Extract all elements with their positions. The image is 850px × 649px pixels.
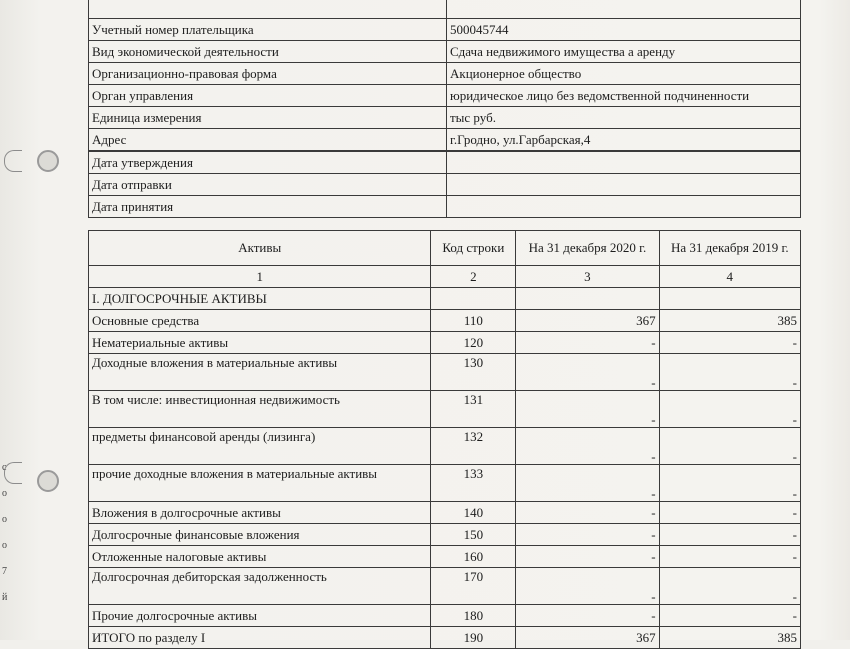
info-value: юридическое лицо без ведомственной подчиненности bbox=[447, 85, 801, 107]
table-row bbox=[89, 152, 801, 174]
date-value bbox=[447, 196, 801, 218]
date-label: Дата утверждения bbox=[89, 152, 447, 174]
row-value-2020: - bbox=[516, 465, 659, 502]
column-number: 3 bbox=[516, 266, 659, 288]
table-row bbox=[89, 524, 801, 546]
margin-mark: й bbox=[2, 592, 8, 603]
table-row bbox=[89, 465, 801, 502]
margin-mark: c bbox=[2, 462, 7, 473]
section-title: I. ДОЛГОСРОЧНЫЕ АКТИВЫ bbox=[89, 288, 431, 310]
header-2019: На 31 декабря 2019 г. bbox=[659, 231, 800, 266]
table-row bbox=[89, 85, 801, 107]
row-code: 133 bbox=[431, 465, 516, 502]
table-row bbox=[89, 568, 801, 605]
row-value-2020: 367 bbox=[516, 310, 659, 332]
column-number-row bbox=[89, 266, 801, 288]
info-value bbox=[447, 0, 801, 19]
row-name: Отложенные налоговые активы bbox=[89, 546, 431, 568]
info-label bbox=[89, 0, 447, 19]
header-2020: На 31 декабря 2020 г. bbox=[516, 231, 659, 266]
table-row bbox=[89, 546, 801, 568]
row-code: 150 bbox=[431, 524, 516, 546]
margin-mark: o bbox=[2, 514, 7, 525]
date-value bbox=[447, 152, 801, 174]
row-value-2019: - bbox=[659, 568, 800, 605]
row-name: В том числе: инвестиционная недвижимость bbox=[89, 391, 431, 428]
row-code: 110 bbox=[431, 310, 516, 332]
row-value-2019: - bbox=[659, 605, 800, 627]
table-row bbox=[89, 310, 801, 332]
table-row bbox=[89, 107, 801, 129]
table-row bbox=[89, 129, 801, 151]
punch-hole-icon bbox=[37, 150, 59, 172]
info-label: Вид экономической деятельности bbox=[89, 41, 447, 63]
info-label: Адрес bbox=[89, 129, 447, 151]
info-value: Акционерное общество bbox=[447, 63, 801, 85]
row-value-2020: - bbox=[516, 332, 659, 354]
row-code: 190 bbox=[431, 627, 516, 649]
assets-table bbox=[88, 230, 801, 649]
row-value-2020: - bbox=[516, 568, 659, 605]
row-code: 170 bbox=[431, 568, 516, 605]
dates-table bbox=[88, 151, 801, 218]
row-name: Прочие долгосрочные активы bbox=[89, 605, 431, 627]
row-value-2019: - bbox=[659, 524, 800, 546]
info-label: Учетный номер плательщика bbox=[89, 19, 447, 41]
row-code: 130 bbox=[431, 354, 516, 391]
date-label: Дата принятия bbox=[89, 196, 447, 218]
header-line-code: Код строки bbox=[431, 231, 516, 266]
margin-marks bbox=[2, 455, 16, 611]
table-row bbox=[89, 391, 801, 428]
row-value-2019: - bbox=[659, 502, 800, 524]
column-number: 1 bbox=[89, 266, 431, 288]
row-name: Основные средства bbox=[89, 310, 431, 332]
info-label: Орган управления bbox=[89, 85, 447, 107]
row-name: предметы финансовой аренды (лизинга) bbox=[89, 428, 431, 465]
date-value bbox=[447, 174, 801, 196]
table-row bbox=[89, 354, 801, 391]
row-value-2019: - bbox=[659, 391, 800, 428]
margin-mark: o bbox=[2, 488, 7, 499]
row-name: Долгосрочные финансовые вложения bbox=[89, 524, 431, 546]
row-value-2020: - bbox=[516, 546, 659, 568]
row-code: 132 bbox=[431, 428, 516, 465]
info-value: Сдача недвижимого имущества а аренду bbox=[447, 41, 801, 63]
info-value: г.Гродно, ул.Гарбарская,4 bbox=[447, 129, 801, 151]
info-label: Единица измерения bbox=[89, 107, 447, 129]
binder-clip-icon bbox=[4, 150, 22, 172]
row-value-2020: - bbox=[516, 524, 659, 546]
table-row bbox=[89, 0, 801, 19]
row-name: ИТОГО по разделу I bbox=[89, 627, 431, 649]
row-name: Нематериальные активы bbox=[89, 332, 431, 354]
row-value-2020: - bbox=[516, 605, 659, 627]
column-number: 2 bbox=[431, 266, 516, 288]
row-code: 131 bbox=[431, 391, 516, 428]
table-row bbox=[89, 174, 801, 196]
row-name: Доходные вложения в материальные активы bbox=[89, 354, 431, 391]
row-code: 140 bbox=[431, 502, 516, 524]
info-value: 500045744 bbox=[447, 19, 801, 41]
section-row bbox=[89, 288, 801, 310]
row-code: 120 bbox=[431, 332, 516, 354]
info-value: тыс руб. bbox=[447, 107, 801, 129]
table-row-total bbox=[89, 627, 801, 649]
table-row bbox=[89, 502, 801, 524]
table-row bbox=[89, 428, 801, 465]
row-name: прочие доходные вложения в материальные активы bbox=[89, 465, 431, 502]
header-assets: Активы bbox=[89, 231, 431, 266]
row-value-2020: 367 bbox=[516, 627, 659, 649]
column-number: 4 bbox=[659, 266, 800, 288]
row-value-2020: - bbox=[516, 502, 659, 524]
row-value-2019: - bbox=[659, 354, 800, 391]
margin-mark: 7 bbox=[2, 566, 7, 577]
punch-hole-icon bbox=[37, 470, 59, 492]
row-name: Вложения в долгосрочные активы bbox=[89, 502, 431, 524]
table-row bbox=[89, 332, 801, 354]
table-row bbox=[89, 19, 801, 41]
row-value-2019: 385 bbox=[659, 627, 800, 649]
table-header-row bbox=[89, 231, 801, 266]
date-label: Дата отправки bbox=[89, 174, 447, 196]
row-value-2019: 385 bbox=[659, 310, 800, 332]
table-row bbox=[89, 605, 801, 627]
row-value-2020: - bbox=[516, 391, 659, 428]
organization-info-table bbox=[88, 0, 801, 151]
row-value-2019: - bbox=[659, 546, 800, 568]
table-row bbox=[89, 41, 801, 63]
row-value-2019: - bbox=[659, 465, 800, 502]
row-code: 180 bbox=[431, 605, 516, 627]
info-label: Организационно-правовая форма bbox=[89, 63, 447, 85]
row-value-2020: - bbox=[516, 428, 659, 465]
table-row bbox=[89, 196, 801, 218]
row-code: 160 bbox=[431, 546, 516, 568]
row-value-2019: - bbox=[659, 332, 800, 354]
row-name: Долгосрочная дебиторская задолженность bbox=[89, 568, 431, 605]
row-value-2020: - bbox=[516, 354, 659, 391]
margin-mark: o bbox=[2, 540, 7, 551]
row-value-2019: - bbox=[659, 428, 800, 465]
table-row bbox=[89, 63, 801, 85]
